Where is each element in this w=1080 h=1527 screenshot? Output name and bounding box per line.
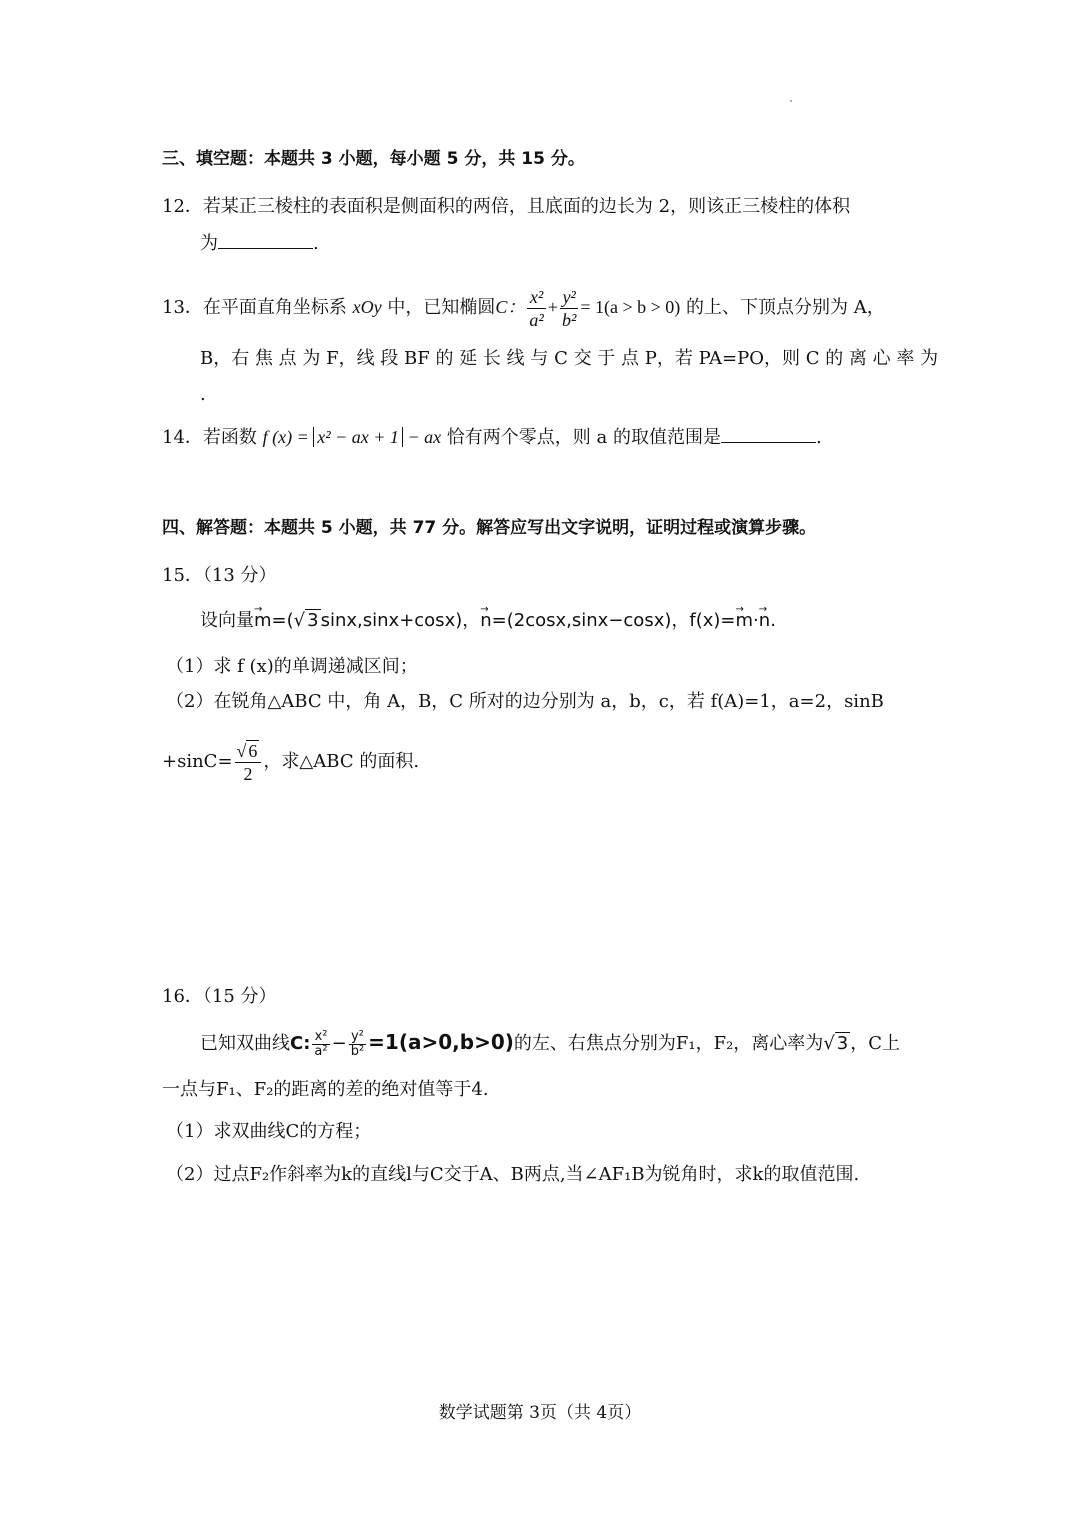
intro-end: .: [770, 610, 776, 631]
sqrt6-over-2: $\frac{√ 6}{2}$: [235, 740, 262, 785]
question-12-text: 若某正三棱柱的表面积是侧面积的两倍，且底面的边长为 2，则该正三棱柱的体积: [202, 196, 851, 217]
hyperbola-label: C:: [290, 1033, 311, 1054]
vector-n-2: → n: [759, 608, 770, 634]
ellipse-eq: = 1(a > b > 0): [580, 297, 681, 317]
vector-m: → m: [254, 608, 272, 634]
sqrt-3: √ 3: [293, 610, 319, 631]
question-13-number: 13．: [162, 297, 203, 318]
sqrt-3-ecc: √ 3: [823, 1033, 849, 1054]
plus-sign: +: [547, 297, 558, 317]
vector-m-2: → m: [736, 608, 754, 634]
question-12-end: .: [313, 233, 319, 254]
question-14-suffix: 恰有两个零点，则 a 的取值范围是: [441, 427, 721, 448]
question-16-intro-prefix: 已知双曲线: [200, 1033, 290, 1054]
question-16-part-1: （1）求双曲线C的方程；: [166, 1121, 372, 1142]
question-15-part-2-suffix: ，求△ABC 的面积.: [263, 751, 420, 772]
frac-den: 2: [243, 763, 253, 784]
hyperbola-frac-x: $\frac{\text{x²}}{\text{a²}}$: [314, 1028, 328, 1059]
question-13-mid: 中，已知椭圆: [381, 297, 496, 318]
question-14-end: .: [815, 427, 822, 448]
ellipse-frac-x: $\frac{\text{x²}}{\text{a²}}$: [529, 286, 544, 330]
function-fx: f (x) =: [262, 427, 314, 447]
question-16-intro: [200, 1022, 900, 1064]
question-13-prefix: 在平面直角坐标系: [202, 297, 353, 318]
question-16-line-2: 一点与F₁、F₂的距离的差的绝对值等于4.: [162, 1079, 489, 1100]
question-15-part-1: （1）求 f (x)的单调递减区间；: [166, 656, 418, 677]
question-12-line-1: [162, 194, 850, 220]
question-15-header: 15．（13 分）: [162, 565, 277, 586]
minus-ax: − ax: [402, 427, 442, 447]
coord-system: xOy: [352, 297, 382, 317]
vector-m-eq: =(: [271, 610, 294, 631]
question-15-intro-prefix: 设向量: [200, 610, 254, 631]
answer-blank-12[interactable]: [218, 230, 313, 249]
question-14-number: 14．: [162, 427, 203, 448]
question-16-header: 16．（15 分）: [162, 986, 277, 1007]
hyperbola-frac-y: $\frac{\text{y²}}{\text{b²}}$: [350, 1028, 365, 1059]
question-14-prefix: 若函数: [202, 427, 263, 448]
vector-m-rest: sinx,sinx+cosx)，: [320, 610, 481, 631]
sqrt6-value: 6: [248, 740, 258, 761]
question-14-line: [162, 424, 822, 451]
scan-dot: [790, 100, 792, 102]
question-13-line-3: .: [200, 384, 206, 405]
hyperbola-eq: =1(a>0,b>0): [368, 1030, 514, 1054]
abs-expression: x² − ax + 1: [313, 427, 403, 447]
question-12-number: 12．: [162, 196, 203, 217]
question-15-part-2-prefix: +sinC=: [162, 751, 233, 772]
minus-sign: −: [331, 1033, 347, 1054]
page-footer: 数学试题第 3页（共 4页）: [438, 1403, 642, 1423]
question-13-suffix: 的上、下顶点分别为 A，: [680, 297, 885, 318]
ellipse-label: C：: [495, 297, 526, 317]
question-12-prefix: 为: [200, 233, 218, 254]
ellipse-frac-y: $\frac{\text{y²}}{\text{b²}}$: [561, 286, 577, 330]
dot-product: ·: [753, 610, 759, 631]
question-16-part-2: （2）过点F₂作斜率为k的直线l与C交于A、B两点,当∠AF₁B为锐角时，求k的取值范围.: [166, 1164, 860, 1185]
vector-n: → n: [480, 608, 491, 634]
vector-n-rest: =(2cosx,sinx−cosx)，f(x)=: [491, 610, 736, 631]
question-15-part-2-line-1: （2）在锐角△ABC 中，角 A，B，C 所对的边分别为 a，b，c，若 f(A)=1，a=2，sinB: [166, 691, 884, 712]
question-12-line-2: [200, 230, 319, 257]
question-13-line-2: B，右 焦 点 为 F，线 段 BF 的 延 长 线 与 C 交 于 点 P，若 PA=PO，则 C 的 离 心 率 为: [200, 348, 939, 369]
question-13-line-1: [162, 285, 885, 331]
section-4-title: 四、解答题：本题共 5 小题，共 77 分。解答应写出文字说明，证明过程或演算步骤。: [162, 518, 817, 538]
question-16-tail: ，C上: [850, 1033, 901, 1054]
section-3-title: 三、填空题：本题共 3 小题，每小题 5 分，共 15 分。: [162, 149, 585, 169]
answer-blank-14[interactable]: [721, 424, 816, 443]
question-16-mid: 的左、右焦点分别为F₁，F₂，离心率为: [513, 1033, 824, 1054]
question-15-part-2-line-2: [162, 733, 419, 791]
question-15-intro: [200, 608, 776, 634]
